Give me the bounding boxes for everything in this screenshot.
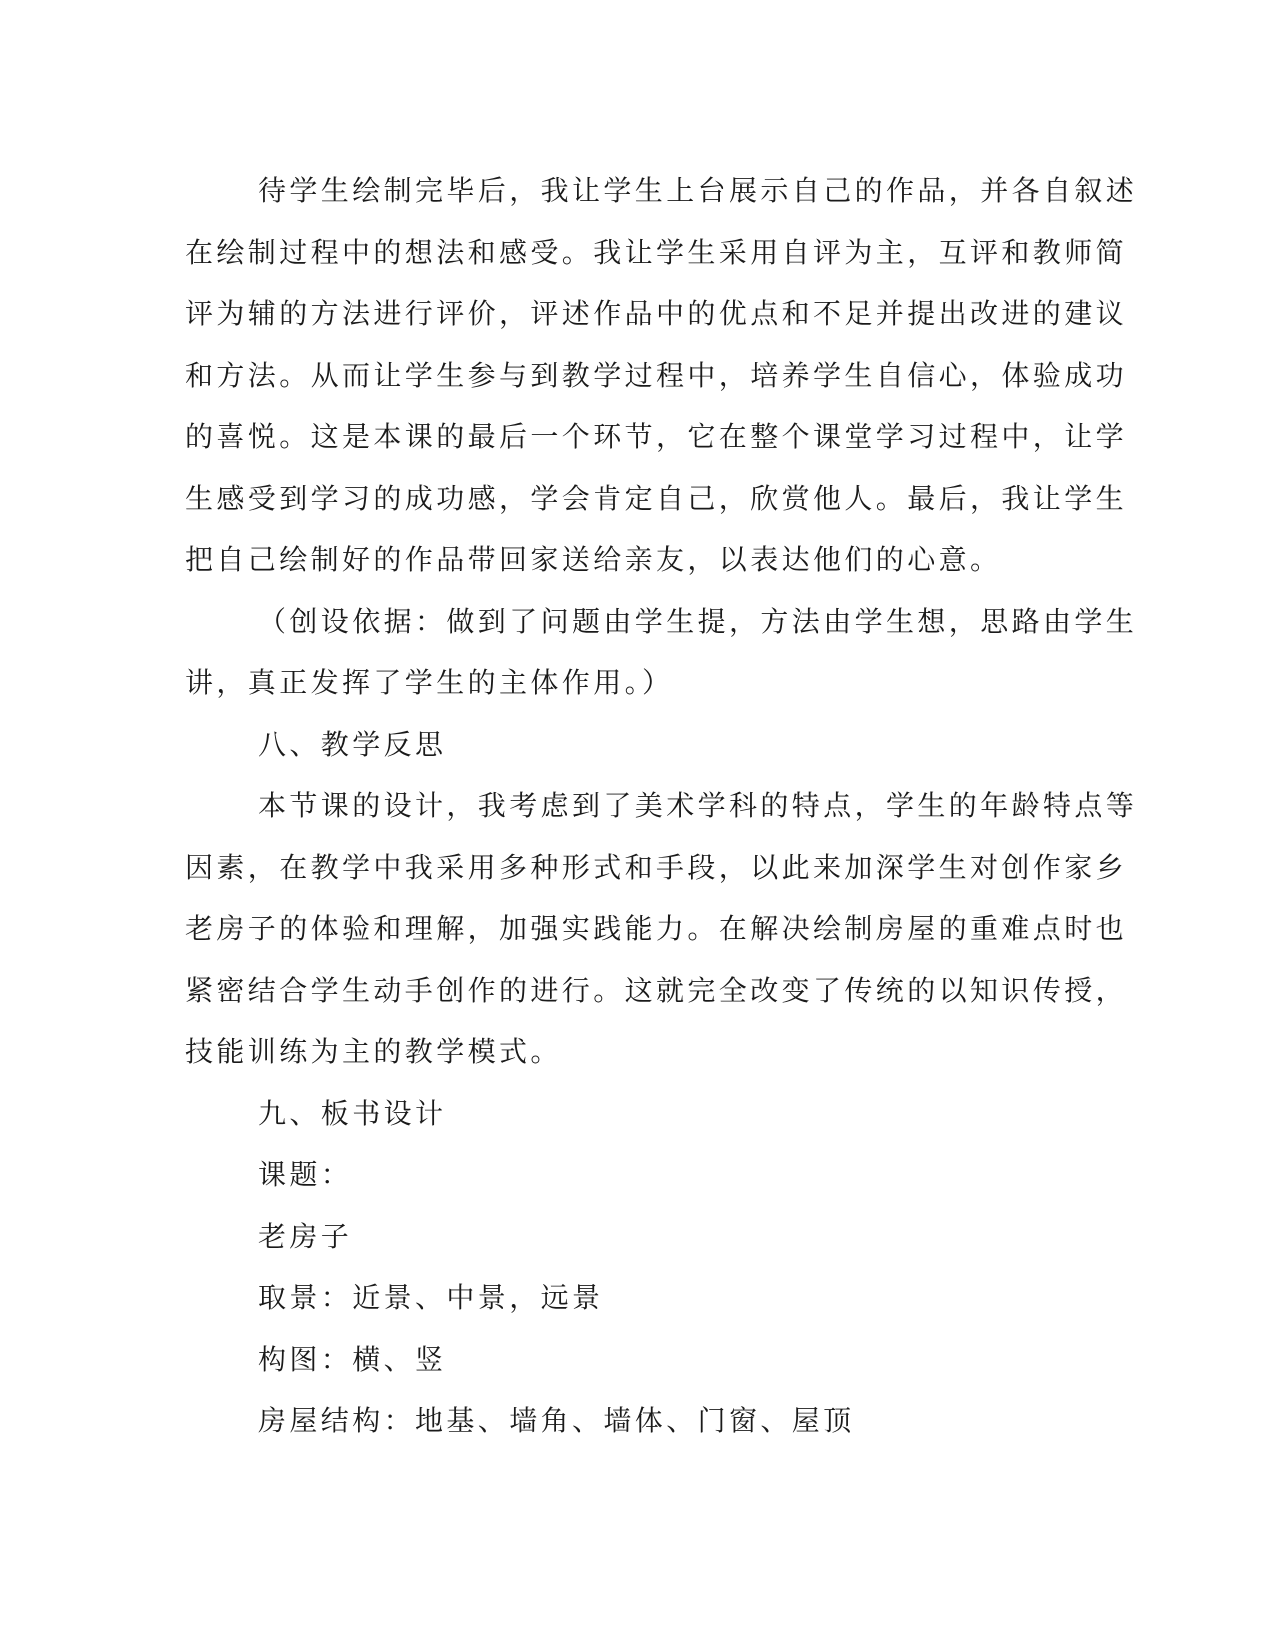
board-composition: 构图：横、竖: [258, 1342, 447, 1376]
board-topic: 老房子: [258, 1219, 353, 1253]
text-line: 把自己绘制好的作品带回家送给亲友，以表达他们的心意。: [185, 543, 1002, 576]
text-line: 讲，真正发挥了学生的主体作用。）: [185, 666, 674, 699]
text-line: 在绘制过程中的想法和感受。我让学生采用自评为主，互评和教师简: [185, 235, 1128, 269]
document-page: [185, 160, 1138, 1452]
paragraph-reflection: [185, 775, 1138, 1083]
section-heading-reflection: 八、教学反思: [258, 727, 447, 761]
text-line: 老房子的体验和理解，加强实践能力。在解决绘制房屋的重难点时也: [185, 912, 1128, 945]
paragraph-student-presentation: [185, 160, 1138, 591]
text-line: 和方法。从而让学生参与到教学过程中，培养学生自信心，体验成功: [185, 358, 1128, 392]
text-line: 生感受到学习的成功感，学会肯定自己，欣赏他人。最后，我让学生: [185, 481, 1128, 515]
text-line: （创设依据：做到了问题由学生提，方法由学生想，思路由学生: [258, 604, 1138, 638]
text-line: 因素，在教学中我采用多种形式和手段，以此来加深学生对创作家乡: [185, 850, 1128, 884]
text-line: 本节课的设计，我考虑到了美术学科的特点，学生的年龄特点等: [258, 789, 1138, 822]
paragraph-design-basis: [185, 591, 1138, 714]
board-design-list: [185, 1144, 1085, 1452]
text-line: 待学生绘制完毕后，我让学生上台展示自己的作品，并各自叙述: [258, 174, 1138, 207]
text-line: 技能训练为主的教学模式。: [185, 1035, 562, 1068]
section-heading-board-design: 九、板书设计: [258, 1096, 447, 1130]
board-topic-label: 课题：: [258, 1158, 353, 1191]
text-line: 的喜悦。这是本课的最后一个环节，它在整个课堂学习过程中，让学: [185, 420, 1128, 453]
board-framing: 取景：近景、中景，远景: [258, 1281, 604, 1314]
text-line: 评为辅的方法进行评价，评述作品中的优点和不足并提出改进的建议: [185, 297, 1128, 330]
text-line: 紧密结合学生动手创作的进行。这就完全改变了传统的以知识传授，: [185, 973, 1128, 1007]
board-structure: 房屋结构：地基、墙角、墙体、门窗、屋顶: [258, 1404, 855, 1437]
